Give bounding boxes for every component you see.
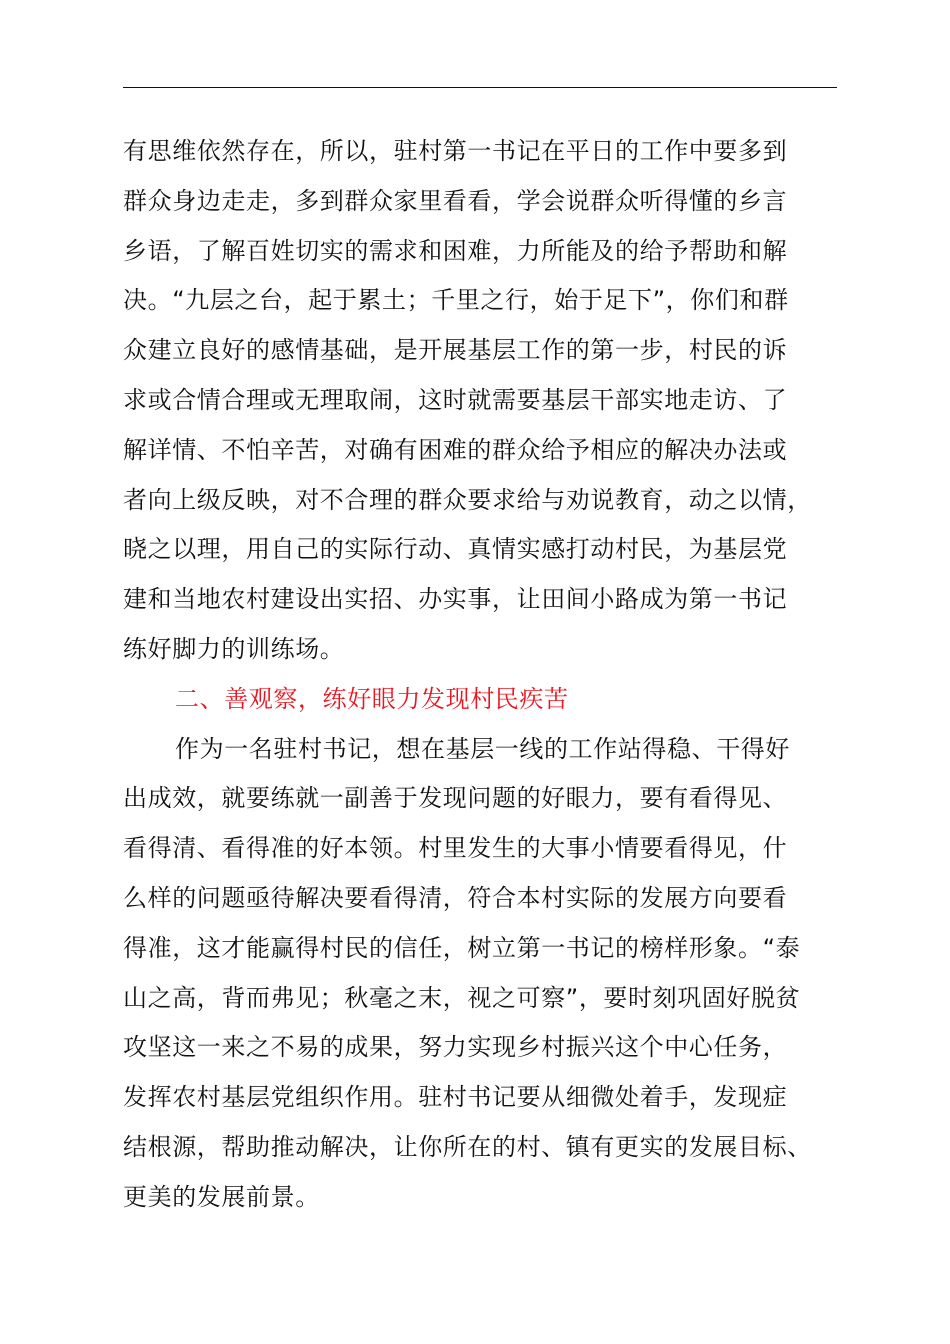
paragraph-2 — [123, 725, 843, 1223]
text-line: 结根源，帮助推动解决，让你所在的村、镇有更实的发展目标、 — [123, 1132, 812, 1161]
text-line: 众建立良好的感情基础，是开展基层工作的第一步，村民的诉 — [123, 336, 788, 365]
text-line: 建和当地农村建设出实招、办实事，让田间小路成为第一书记 — [123, 585, 788, 614]
text-line: 出成效，就要练就一副善于发现问题的好眼力，要有看得见、 — [123, 784, 788, 813]
document-body — [123, 127, 843, 1223]
text-line: 更美的发展前景。 — [123, 1182, 320, 1211]
section-heading: 二、善观察，练好眼力发现村民疾苦 — [175, 684, 569, 713]
text-line: 得准，这才能赢得村民的信任，树立第一书记的榜样形象。“泰 — [123, 933, 801, 962]
text-line: 作为一名驻村书记，想在基层一线的工作站得稳、干得好 — [175, 734, 790, 763]
text-line: 有思维依然存在，所以，驻村第一书记在平日的工作中要多到 — [123, 137, 788, 165]
text-line: 练好脚力的训练场。 — [123, 634, 345, 663]
text-line: 决。“九层之台，起于累土；千里之行，始于足下”，你们和群 — [123, 286, 789, 315]
text-line: 么样的问题亟待解决要看得清，符合本村实际的发展方向要看 — [123, 883, 788, 912]
paragraph-1 — [123, 127, 843, 675]
text-line: 看得清、看得准的好本领。村里发生的大事小情要看得见，什 — [123, 834, 788, 863]
text-line: 群众身边走走，多到群众家里看看，学会说群众听得懂的乡言 — [123, 186, 788, 215]
text-line: 发挥农村基层党组织作用。驻村书记要从细微处着手，发现症 — [123, 1083, 788, 1112]
text-line: 山之高，背而弗见；秋毫之末，视之可察”，要时刻巩固好脱贫 — [123, 983, 801, 1012]
text-line: 乡语，了解百姓切实的需求和困难，力所能及的给予帮助和解 — [123, 236, 788, 265]
text-line: 解详情、不怕辛苦，对确有困难的群众给予相应的解决办法或 — [123, 435, 788, 464]
text-line: 求或合情合理或无理取闹，这时就需要基层干部实地走访、了 — [123, 385, 788, 414]
header-rule — [123, 87, 837, 88]
text-line: 者向上级反映，对不合理的群众要求给与劝说教育，动之以情， — [123, 485, 812, 514]
text-line: 攻坚这一来之不易的成果，努力实现乡村振兴这个中心任务， — [123, 1033, 788, 1062]
text-line: 晓之以理，用自己的实际行动、真情实感打动村民，为基层党 — [123, 535, 788, 564]
